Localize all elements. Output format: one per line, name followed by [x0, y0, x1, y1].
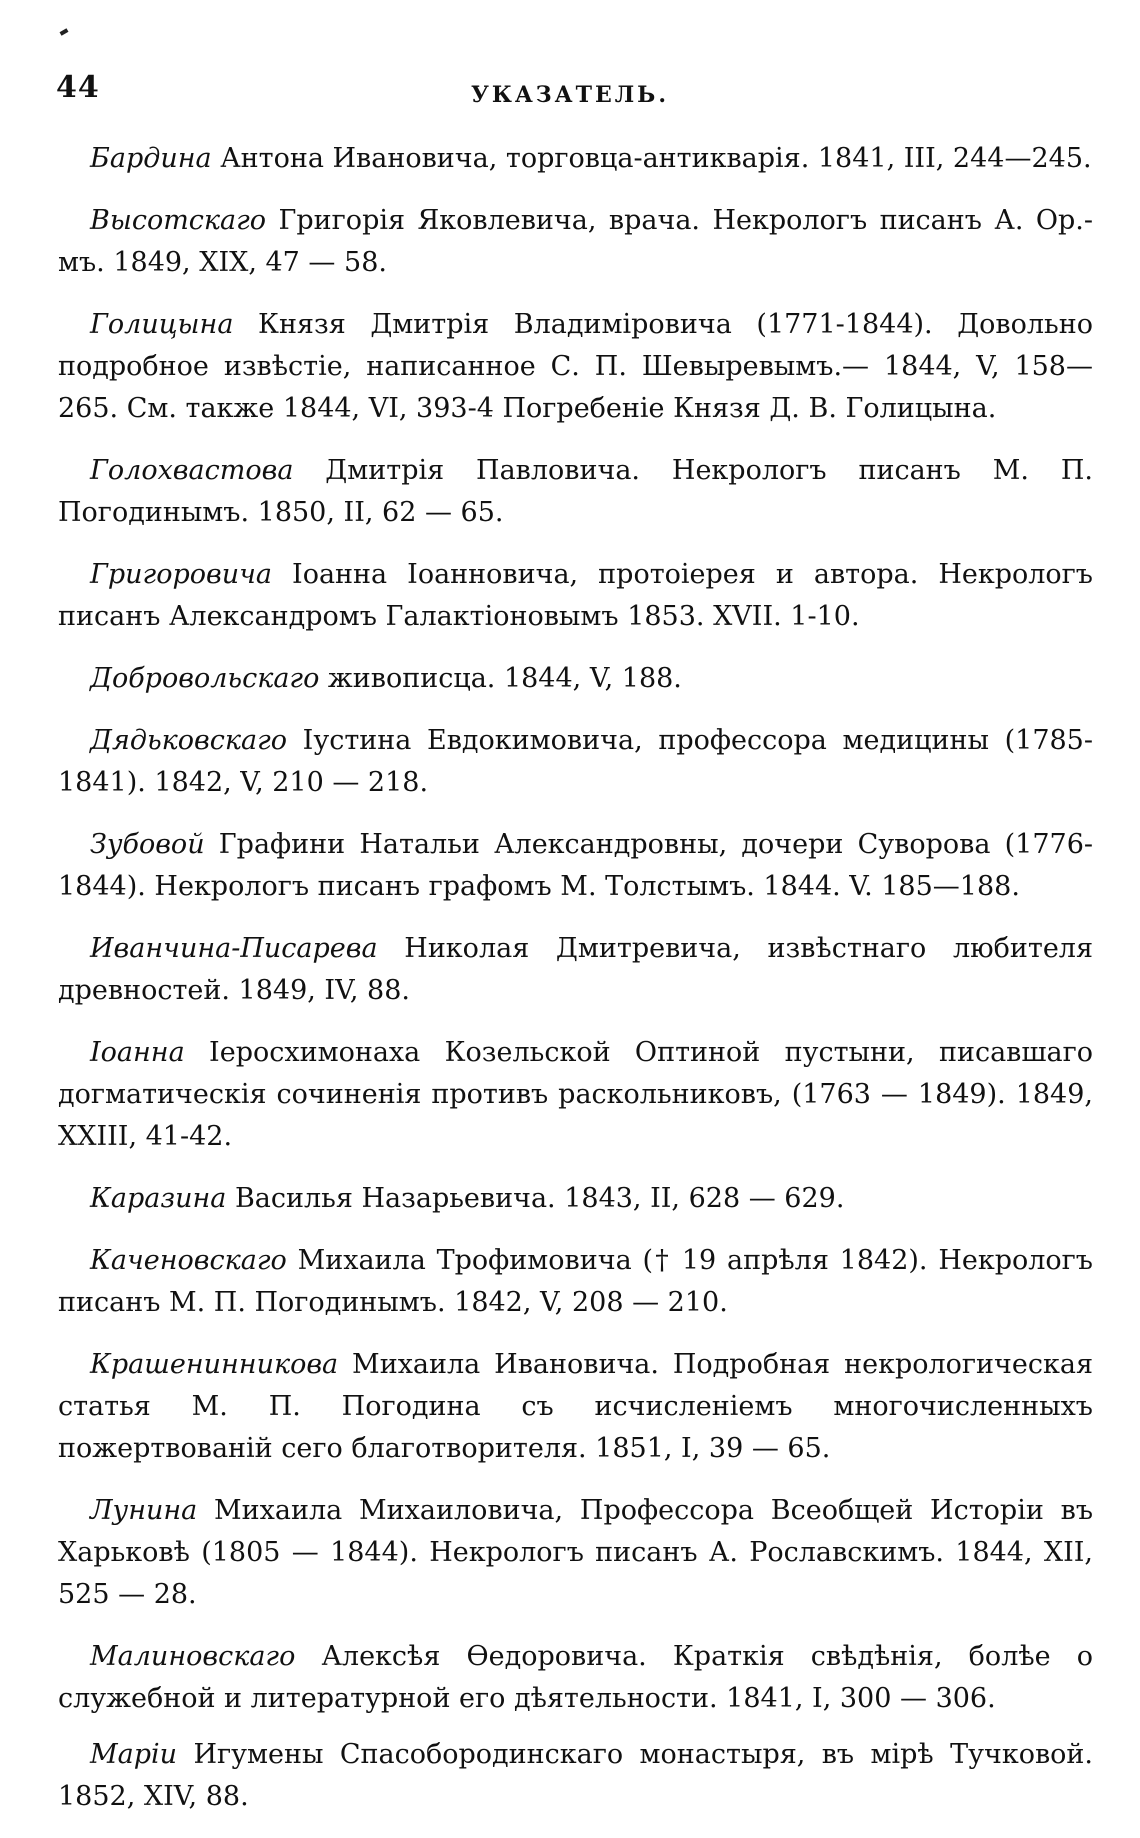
entry-text: Николая Дмитревича, извѣстнаго любителя древностей. 1849, IV, 88. — [58, 933, 1093, 1006]
index-entry — [58, 1734, 1093, 1818]
entry-name: Голохвастова — [90, 455, 294, 486]
index-entry — [58, 824, 1093, 908]
entry-name: Іоанна — [90, 1037, 185, 1068]
index-entry — [58, 304, 1093, 430]
entry-text: Князя Дмитрія Владиміровича (1771-1844). Довольно подробное извѣстіе, написанное С. П. Шевыревымъ.— 1844, V, 158—265. См. также 1844, VI, 393-4 Погребеніе Князя Д. В. Голицына. — [58, 309, 1093, 424]
entry-text: Графини Натальи Александровны, дочери Суворова (1776-1844). Некрологъ писанъ графомъ М. Толстымъ. 1844. V. 185—188. — [58, 829, 1093, 902]
index-entry — [58, 928, 1093, 1012]
entry-text: Дмитрія Павловича. Некрологъ писанъ М. П. Погодинымъ. 1850, II, 62 — 65. — [58, 455, 1093, 528]
index-entry — [58, 658, 1093, 700]
entry-text: Михаила Трофимовича († 19 апрѣля 1842). Некрологъ писанъ М. П. Погодинымъ. 1842, V, 208 — 210. — [58, 1245, 1093, 1318]
entry-text: Игумены Спасобородинскаго монастыря, въ мірѣ Тучковой. 1852, XIV, 88. — [58, 1739, 1093, 1812]
running-head: УКАЗАТЕЛЬ. — [471, 82, 669, 108]
index-entry — [58, 200, 1093, 284]
entry-text: Іустина Евдокимовича, профессора медицины (1785-1841). 1842, V, 210 — 218. — [58, 725, 1093, 798]
entry-name: Григоровича — [90, 559, 272, 590]
index-entry — [58, 720, 1093, 804]
entry-text: Іоанна Іоанновича, протоіерея и автора. Некрологъ писанъ Александромъ Галактіоновымъ 1853. XVII. 1-10. — [58, 559, 1093, 632]
entry-text: Григорія Яковлевича, врача. Некрологъ писанъ А. Ор.-мъ. 1849, XIX, 47 — 58. — [58, 205, 1093, 278]
index-entry — [58, 1636, 1093, 1720]
entry-name: Иванчина-Писарева — [90, 933, 378, 964]
entry-name: Лунина — [90, 1495, 198, 1526]
index-entry — [58, 1490, 1093, 1616]
index-entry — [58, 138, 1093, 180]
entry-name: Зубовой — [90, 829, 205, 860]
ink-mark — [60, 28, 69, 35]
entry-name: Голицына — [90, 309, 234, 340]
index-entry — [58, 1032, 1093, 1158]
entry-name: Высотскаго — [90, 205, 267, 236]
index-entry — [58, 1240, 1093, 1324]
entry-text: Михаила Михаиловича, Профессора Всеобщей Исторіи въ Харьковѣ (1805 — 1844). Некрологъ писанъ А. Рославскимъ. 1844, XII, 525 — 28. — [58, 1495, 1093, 1610]
entry-text: Алексѣя Ѳедоровича. Краткія свѣдѣнія, болѣе о служебной и литературной его дѣятельности. 1841, I, 300 — 306. — [58, 1641, 1093, 1714]
entry-name: Маріи — [90, 1739, 178, 1770]
entry-name: Бардина — [90, 143, 212, 174]
index-entry — [58, 1178, 1093, 1220]
entry-text: живописца. 1844, V, 188. — [319, 663, 682, 694]
index-entry — [58, 554, 1093, 638]
index-entries — [58, 138, 1093, 1838]
entry-name: Малиновскаго — [90, 1641, 296, 1672]
entry-text: Іеросхимонаха Козельской Оптиной пустыни, писавшаго догматическія сочиненія противъ раскольниковъ, (1763 — 1849). 1849, XXIII, 41-42. — [58, 1037, 1093, 1152]
index-entry — [58, 1344, 1093, 1470]
entry-name: Каразина — [90, 1183, 227, 1214]
entry-name: Каченовскаго — [90, 1245, 287, 1276]
entry-text: Михаила Ивановича. Подробная некрологическая статья М. П. Погодина съ исчисленіемъ многочисленныхъ пожертвованій сего благотворителя. 1851, I, 39 — 65. — [58, 1349, 1093, 1464]
entry-name: Добровольскаго — [90, 663, 320, 694]
entry-name: Дядьковскаго — [90, 725, 287, 756]
entry-name: Крашенинникова — [90, 1349, 339, 1380]
page-number: 44 — [56, 70, 100, 105]
entry-text: Антона Ивановича, торговца-антикварія. 1841, III, 244—245. — [211, 143, 1092, 174]
index-entry — [58, 450, 1093, 534]
entry-text: Василья Назарьевича. 1843, II, 628 — 629. — [226, 1183, 845, 1214]
